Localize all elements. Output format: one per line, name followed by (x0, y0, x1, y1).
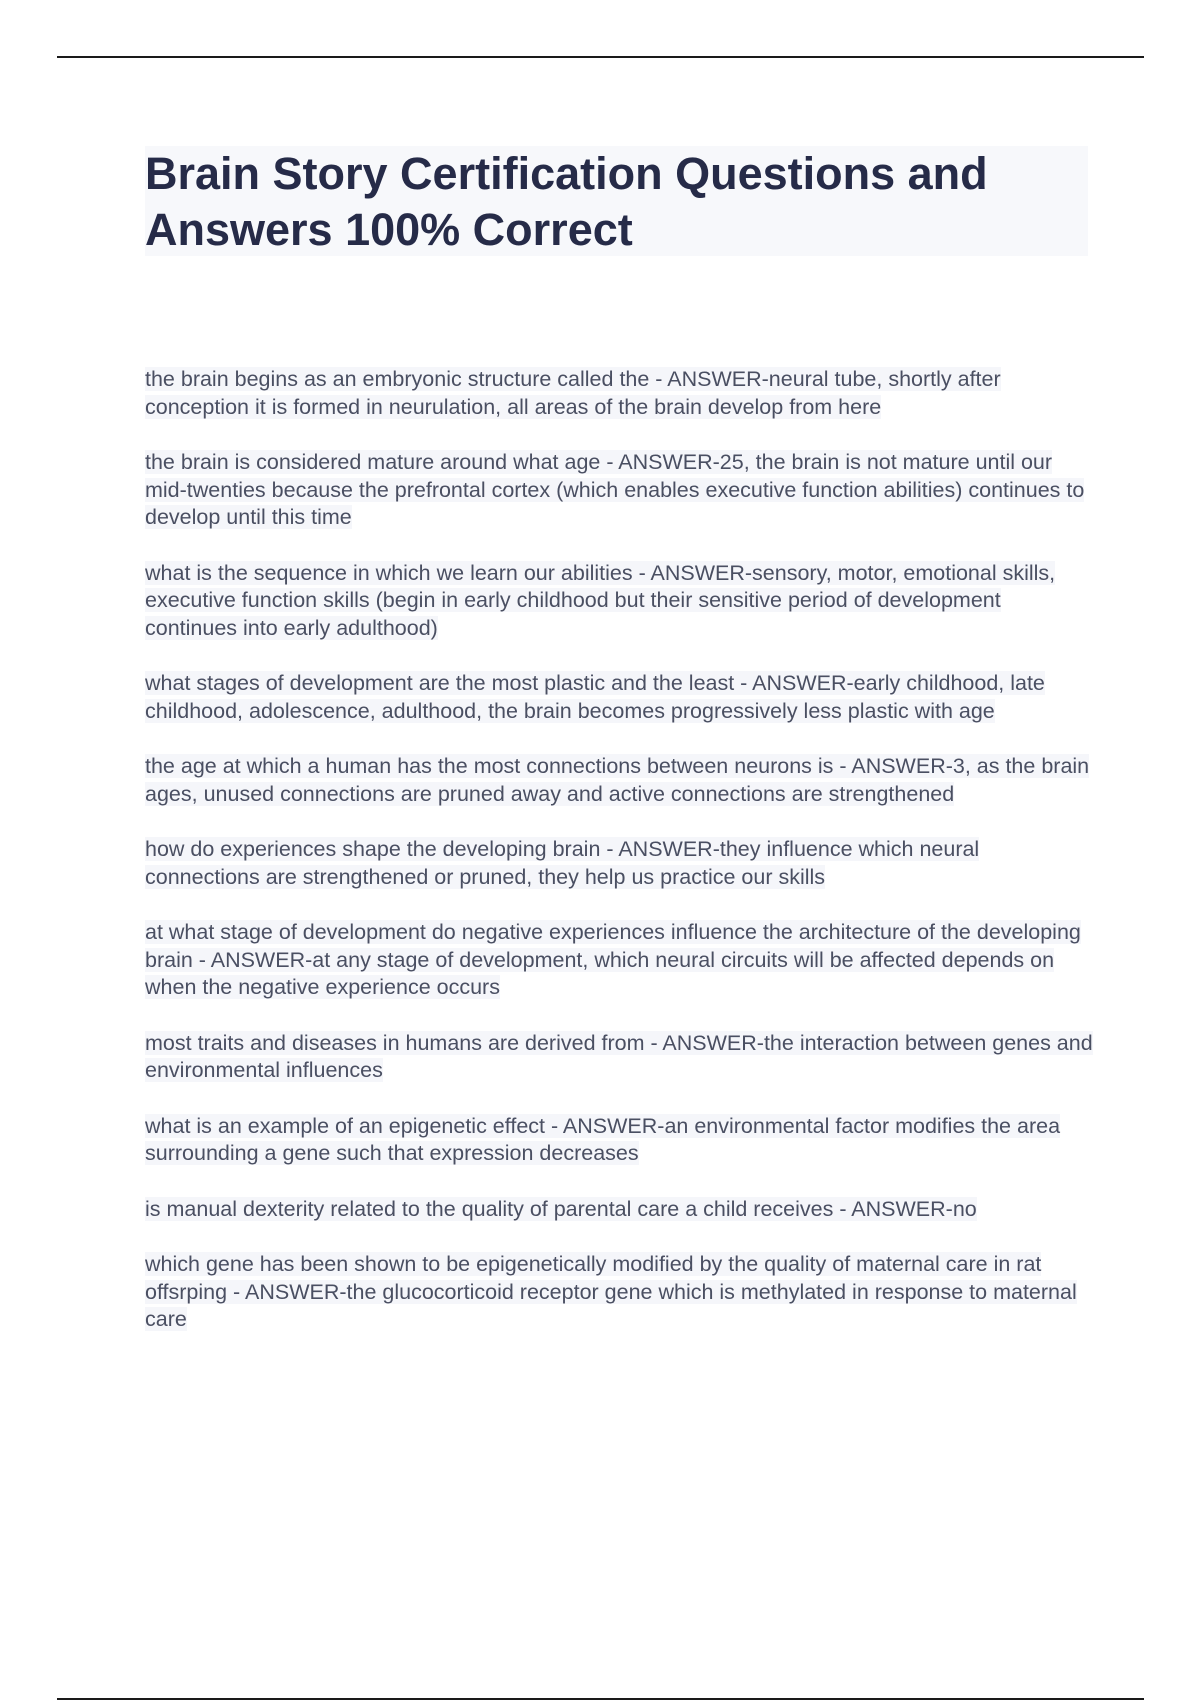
qa-item-5 (145, 753, 1095, 808)
qa-text: which gene has been shown to be epigenetically modified by the quality of maternal care in rat offsrping - ANSWER-the glucocorticoid receptor gene which is methylated in response to maternal care (145, 1252, 1077, 1331)
qa-item-9 (145, 1113, 1095, 1168)
qa-item-8 (145, 1030, 1095, 1085)
qa-item-1 (145, 366, 1095, 421)
qa-list (145, 366, 1095, 1362)
page-title: Brain Story Certification Questions and Answers 100% Correct (145, 148, 988, 255)
qa-item-11 (145, 1251, 1095, 1334)
qa-text: what stages of development are the most plastic and the least - ANSWER-early childhood, late childhood, adolescence, adulthood, the brain becomes progressively less plastic with age (145, 671, 1045, 723)
qa-item-4 (145, 670, 1095, 725)
qa-text: the brain begins as an embryonic structure called the - ANSWER-neural tube, shortly after conception it is formed in neurulation, all areas of the brain develop from here (145, 367, 1001, 419)
qa-item-6 (145, 836, 1095, 891)
qa-text: the age at which a human has the most connections between neurons is - ANSWER-3, as the brain ages, unused connections are pruned away and active connections are strengthened (145, 754, 1090, 806)
qa-item-10 (145, 1196, 1095, 1224)
qa-text: how do experiences shape the developing brain - ANSWER-they influence which neural connections are strengthened or pruned, they help us practice our skills (145, 837, 980, 889)
qa-text: is manual dexterity related to the quality of parental care a child receives - ANSWER-no (145, 1196, 977, 1221)
qa-text: the brain is considered mature around what age - ANSWER-25, the brain is not mature until our mid-twenties because the prefrontal cortex (which enables executive function abilities) continues to develop until this time (145, 450, 1085, 529)
title-block (145, 146, 1088, 256)
qa-item-3 (145, 560, 1095, 643)
qa-text: what is an example of an epigenetic effect - ANSWER-an environmental factor modifies the area surrounding a gene such that expression decreases (145, 1113, 1061, 1165)
qa-item-7 (145, 919, 1095, 1002)
top-divider (57, 56, 1144, 58)
qa-text: what is the sequence in which we learn our abilities - ANSWER-sensory, motor, emotional skills, executive function skills (begin in early childhood but their sensitive period of development continues into early adulthood) (145, 560, 1056, 640)
qa-text: at what stage of development do negative experiences influence the architecture of the developing brain - ANSWER-at any stage of development, which neural circuits will be affected depends on when the negative experience occurs (145, 920, 1081, 999)
qa-item-2 (145, 449, 1095, 532)
qa-text: most traits and diseases in humans are derived from - ANSWER-the interaction between genes and environmental influences (145, 1030, 1093, 1082)
